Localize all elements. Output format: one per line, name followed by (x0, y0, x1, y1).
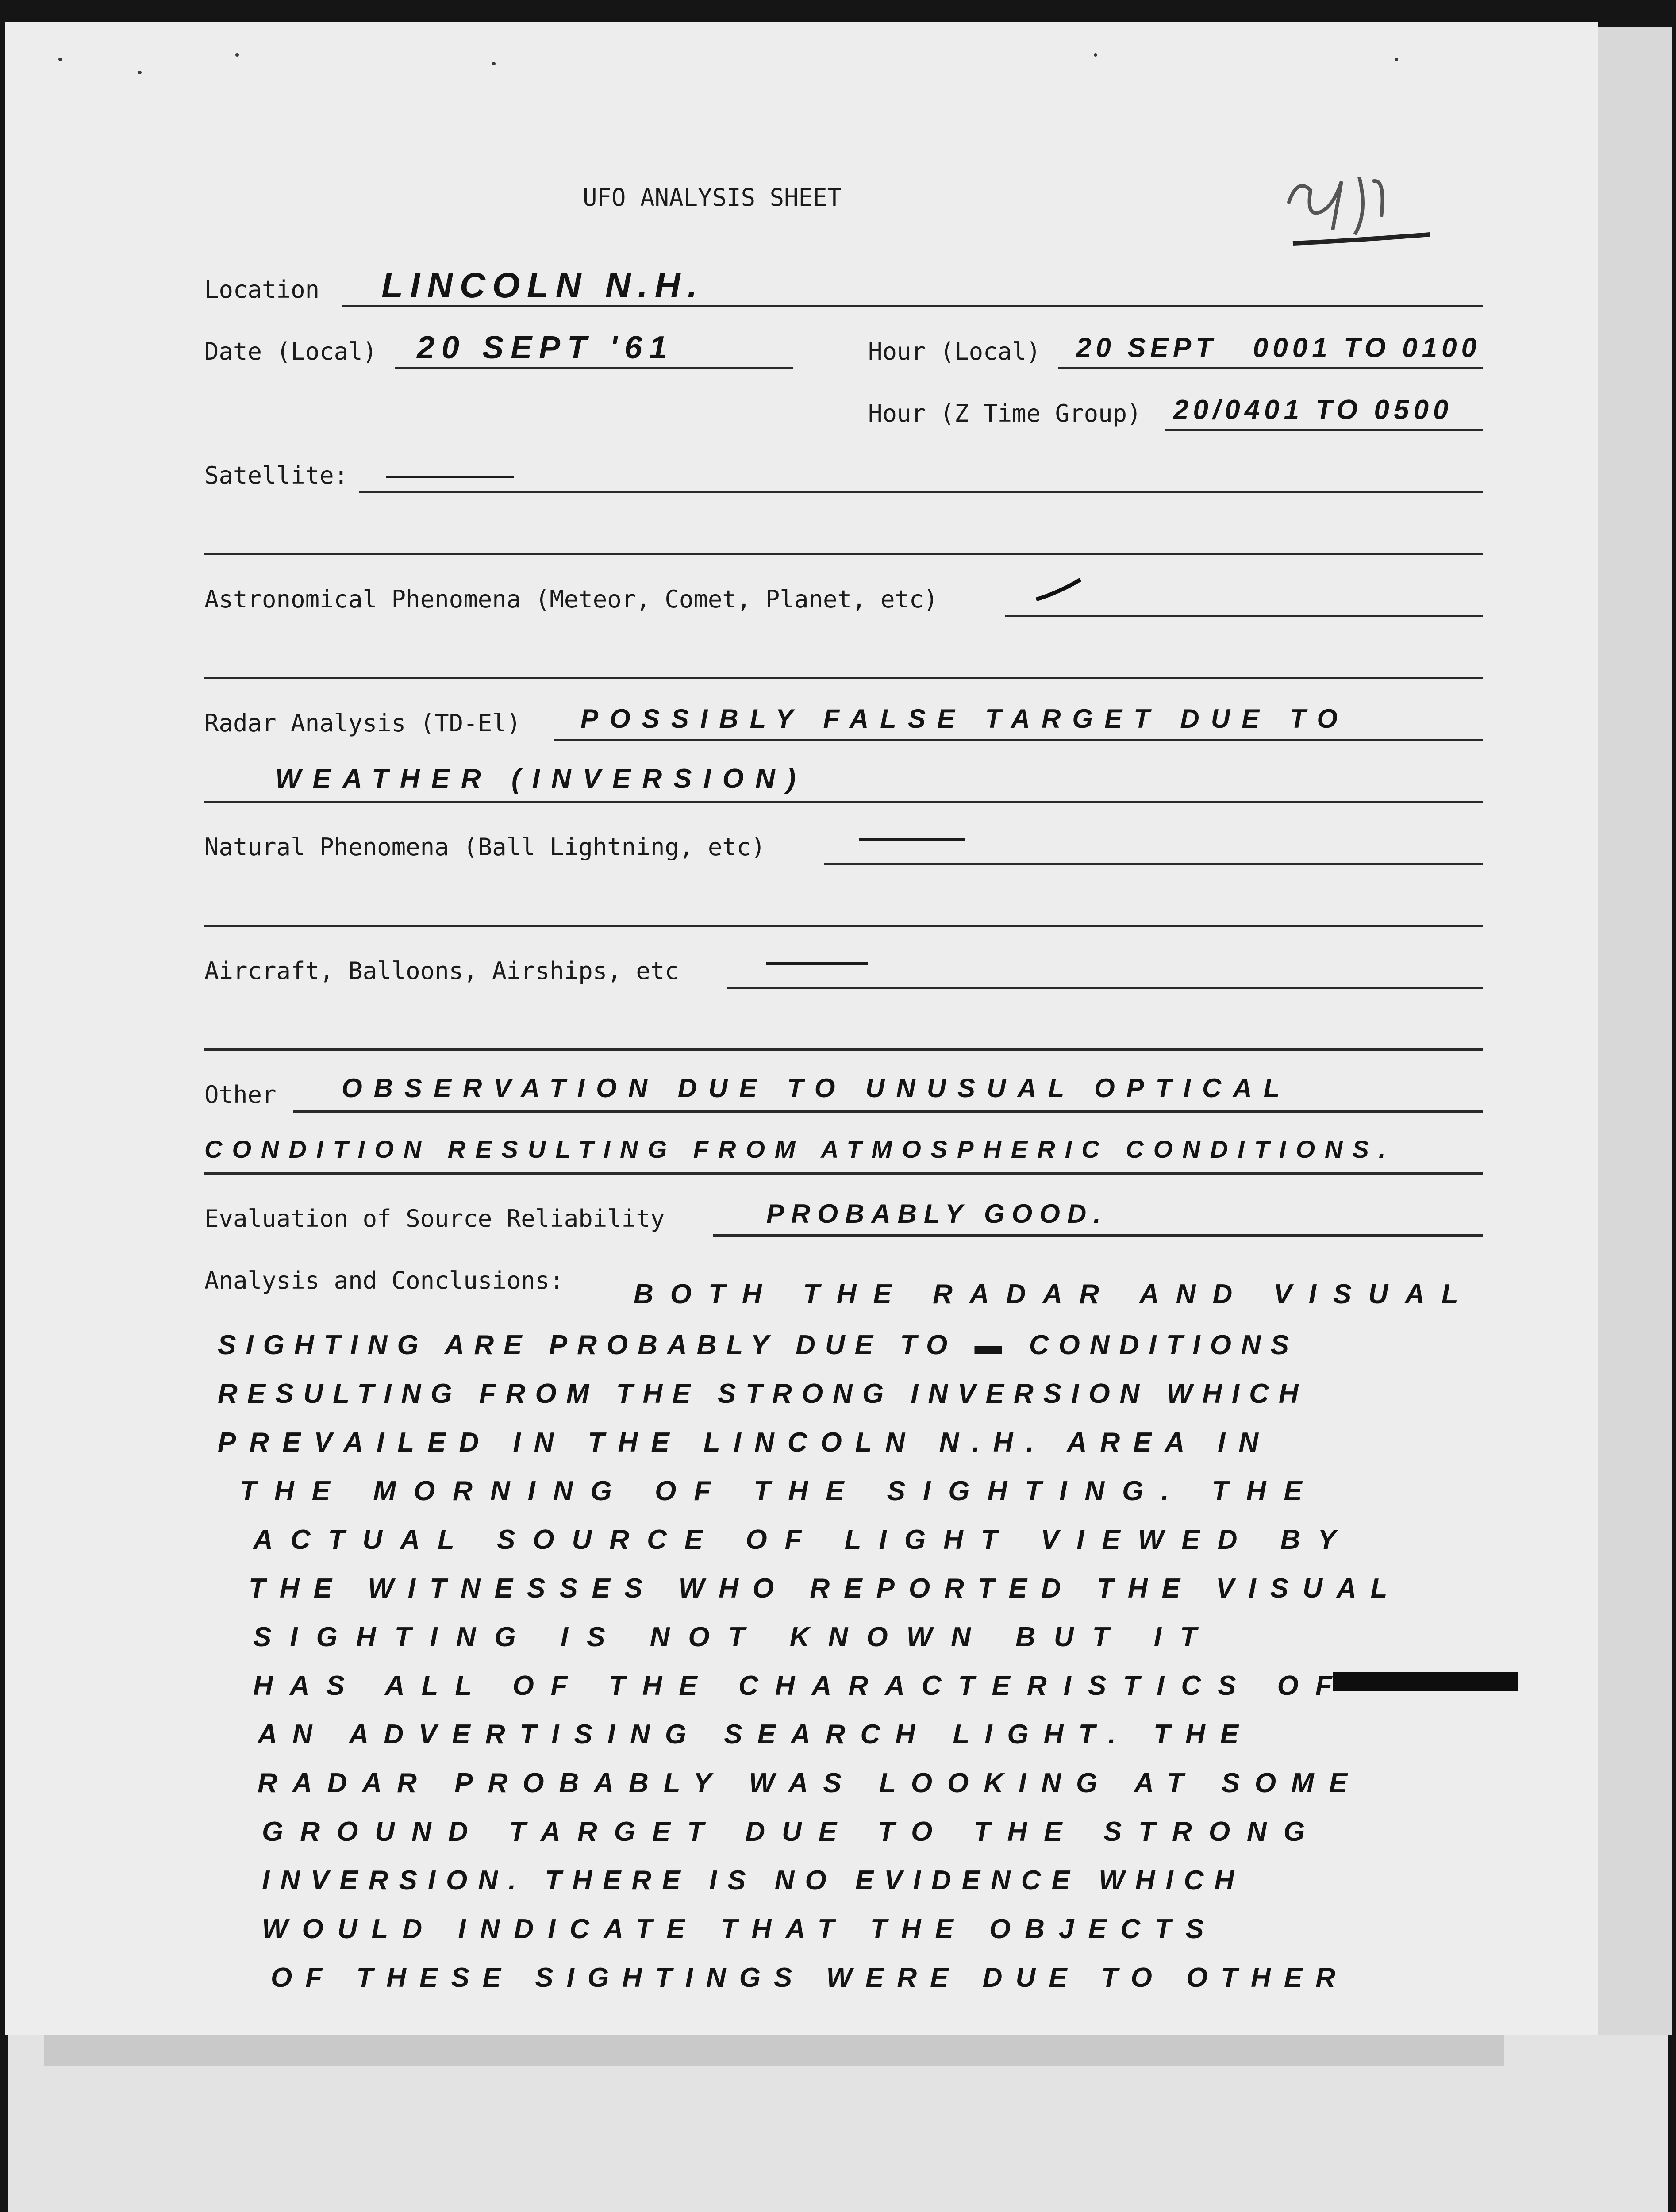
natural-label: Natural Phenomena (Ball Lightning, etc) (204, 833, 765, 861)
astronomical-label: Astronomical Phenomena (Meteor, Comet, Planet, etc) (204, 585, 938, 613)
reliability-line (713, 1234, 1483, 1237)
date-label: Date (Local) (204, 338, 377, 365)
page-title: UFO ANALYSIS SHEET (583, 184, 842, 211)
location-line (342, 305, 1483, 307)
analysis-line: PREVAILED IN THE LINCOLN N.H. AREA IN (218, 1427, 1272, 1458)
aircraft-line-2 (204, 1048, 1483, 1051)
astronomical-line (1005, 615, 1483, 617)
natural-line-2 (204, 925, 1483, 927)
analysis-line: OF THESE SIGHTINGS WERE DUE TO OTHER (271, 1962, 1349, 1993)
analysis-line: SIGHTING IS NOT KNOWN BUT IT (253, 1622, 1215, 1652)
speck (1395, 58, 1398, 61)
speck (58, 58, 62, 61)
aircraft-line (727, 987, 1483, 989)
analysis-line: HAS ALL OF THE CHARACTERISTICS OF (253, 1671, 1349, 1701)
satellite-label: Satellite: (204, 461, 349, 489)
other-value-2: CONDITION RESULTING FROM ATMOSPHERIC CONDITIONS. (204, 1135, 1395, 1163)
radar-line-2 (204, 801, 1483, 803)
analysis-line: RADAR PROBABLY WAS LOOKING AT SOME (258, 1768, 1363, 1798)
natural-dash (859, 838, 965, 841)
date-value: 20 SEPT '61 (417, 330, 674, 365)
other-value-1: OBSERVATION DUE TO UNUSUAL OPTICAL (342, 1073, 1292, 1103)
astronomical-line-2 (204, 677, 1483, 679)
analysis-line: WOULD INDICATE THAT THE OBJECTS (262, 1914, 1218, 1944)
analysis-line: INVERSION. THERE IS NO EVIDENCE WHICH (262, 1865, 1245, 1896)
analysis-line: THE WITNESSES WHO REPORTED THE VISUAL (249, 1573, 1402, 1604)
sheet-edge (1593, 27, 1672, 2035)
other-line-2 (204, 1172, 1483, 1175)
analysis-line: AN ADVERTISING SEARCH LIGHT. THE (258, 1719, 1254, 1750)
analysis-line: BOTH THE RADAR AND VISUAL (634, 1279, 1475, 1310)
analysis-line: GROUND TARGET DUE TO THE STRONG (262, 1816, 1322, 1847)
other-label: Other (204, 1081, 277, 1109)
sheet-shadow (44, 2035, 1504, 2066)
date-line (395, 367, 793, 369)
natural-line (824, 863, 1483, 865)
hour-local-line (1058, 367, 1483, 369)
location-label: Location (204, 276, 320, 303)
reliability-value: PROBABLY GOOD. (766, 1199, 1108, 1229)
hour-local-label: Hour (Local) (868, 338, 1041, 365)
redaction-block (1333, 1672, 1518, 1691)
aircraft-dash (766, 962, 868, 965)
radar-line-1 (554, 739, 1483, 741)
satellite-dash (386, 476, 514, 478)
hour-z-value: 20/0401 TO 0500 (1173, 395, 1453, 425)
speck (138, 71, 142, 74)
speck (492, 62, 496, 65)
reliability-label: Evaluation of Source Reliability (204, 1205, 665, 1233)
aircraft-label: Aircraft, Balloons, Airships, etc (204, 957, 679, 985)
satellite-line (359, 491, 1483, 493)
other-line-1 (293, 1110, 1483, 1113)
radar-value-2: WEATHER (INVERSION) (275, 764, 807, 794)
radar-value-1: POSSIBLY FALSE TARGET DUE TO (580, 704, 1349, 733)
analysis-sheet (5, 22, 1598, 2035)
speck (235, 53, 239, 57)
analysis-label: Analysis and Conclusions: (204, 1267, 564, 1294)
hour-z-label: Hour (Z Time Group) (868, 399, 1142, 427)
satellite-line-2 (204, 553, 1483, 555)
location-value: LINCOLN N.H. (381, 265, 704, 305)
analysis-line: ACTUAL SOURCE OF LIGHT VIEWED BY (253, 1525, 1354, 1555)
hour-local-value: 20 SEPT 0001 TO 0100 (1076, 333, 1481, 363)
analysis-line: RESULTING FROM THE STRONG INVERSION WHICH (218, 1379, 1308, 1409)
analysis-line: THE MORNING OF THE SIGHTING. THE (240, 1476, 1320, 1506)
hour-z-line (1165, 429, 1483, 431)
check-mark (1032, 575, 1085, 606)
speck (1094, 53, 1097, 57)
handwritten-mark (1280, 164, 1439, 261)
analysis-line: SIGHTING ARE PROBABLY DUE TO ▬ CONDITIONS (218, 1330, 1299, 1360)
radar-label: Radar Analysis (TD-El) (204, 709, 521, 737)
